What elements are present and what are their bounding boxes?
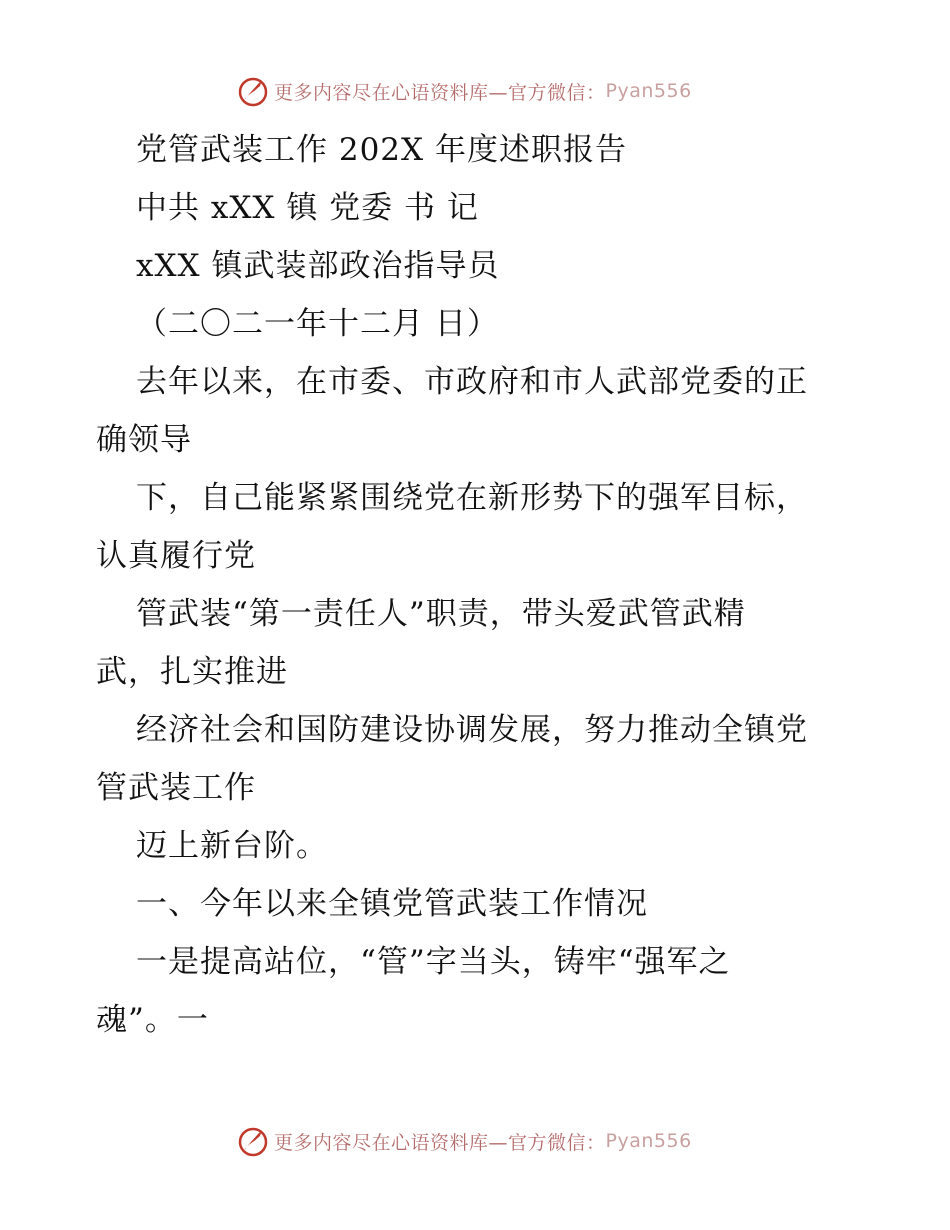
paragraph-line: 魂”。一	[96, 1002, 209, 1038]
section-heading: 一、今年以来全镇党管武装工作情况	[136, 886, 648, 922]
date-line: （二〇二一年十二月 日）	[136, 306, 499, 342]
paragraph-line: 经济社会和国防建设协调发展，努力推动全镇党	[136, 712, 808, 748]
document-title: 党管武装工作 202X 年度述职报告	[136, 132, 627, 168]
watermark-text: 更多内容尽在心语资料库—官方微信：	[274, 81, 606, 104]
footer-watermark	[236, 1121, 692, 1161]
watermark-wechat-id: Pyan556	[605, 1130, 692, 1152]
paragraph-line: 下，自己能紧紧围绕党在新形势下的强军目标，	[136, 480, 808, 516]
header-watermark	[236, 71, 692, 111]
author-line-2: xXX 镇武装部政治指导员	[136, 248, 500, 284]
paragraph-line: 认真履行党	[96, 538, 256, 574]
quill-logo-icon	[236, 1124, 270, 1158]
document-body	[96, 121, 916, 1049]
paragraph-line: 确领导	[96, 422, 192, 458]
author-line-1: 中共 xXX 镇 党委 书 记	[136, 190, 479, 226]
paragraph-line: 管武装工作	[96, 770, 256, 806]
paragraph-line: 去年以来，在市委、市政府和市人武部党委的正	[136, 364, 808, 400]
watermark-text: 更多内容尽在心语资料库—官方微信：	[274, 1131, 606, 1154]
quill-logo-icon	[236, 74, 270, 108]
paragraph-line: 迈上新台阶。	[136, 828, 328, 864]
paragraph-line: 一是提高站位，“管”字当头，铸牢“强军之	[136, 944, 731, 980]
paragraph-line: 武，扎实推进	[96, 654, 288, 690]
watermark-wechat-id: Pyan556	[605, 80, 692, 102]
paragraph-line: 管武装“第一责任人”职责，带头爱武管武精	[136, 596, 746, 632]
